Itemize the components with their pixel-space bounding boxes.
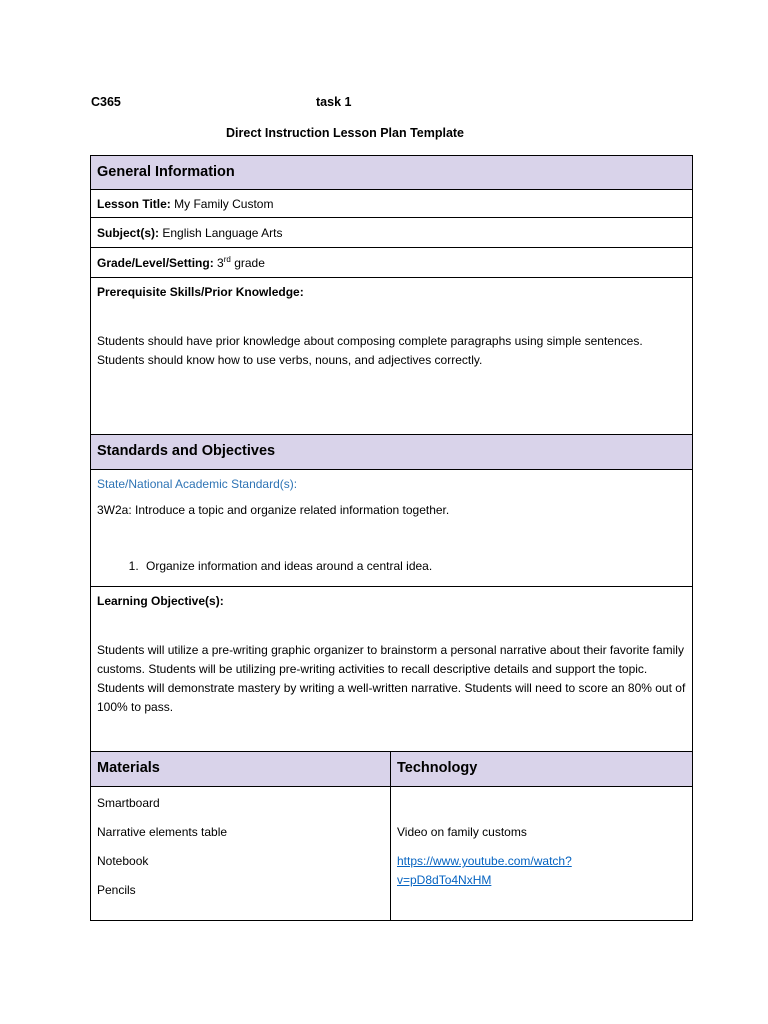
technology-header — [391, 752, 693, 787]
materials-header — [91, 752, 391, 787]
list-item: Notebook — [97, 854, 149, 868]
lesson-title-label: Lesson Title: — [97, 196, 171, 211]
document-title: Direct Instruction Lesson Plan Template — [226, 126, 465, 140]
list-item: 1. Organize information and ideas around a central idea. — [142, 557, 686, 576]
materials-cell — [91, 787, 391, 921]
grade-row — [91, 248, 693, 278]
grade-value-suffix: rd — [223, 255, 231, 264]
subjects-label: Subject(s): — [97, 225, 160, 240]
task-label: task 1 — [316, 95, 352, 109]
list-item: Smartboard — [97, 796, 160, 810]
technology-heading: Technology — [397, 760, 478, 776]
standards-list — [97, 557, 686, 576]
grade-value-number: 3 — [217, 256, 224, 270]
lesson-plan-table — [90, 155, 693, 921]
subjects-row — [91, 218, 693, 248]
technology-cell — [391, 787, 693, 921]
general-information-header — [91, 156, 693, 190]
learning-objectives-cell — [91, 587, 693, 752]
learning-objectives-label: Learning Objective(s): — [97, 594, 224, 608]
lesson-title-value: My Family Custom — [174, 196, 274, 211]
learning-objectives-text: Students will utilize a pre-writing graphic organizer to brainstorm a personal narrative about their favorite family customs. Students will be utilizing pre-writing activities to recall descriptive details and support the topic. Students will demonstrate mastery by writing a well-written narrative. Students will need to score an 80% out of 100% to pass. — [97, 643, 686, 714]
grade-label: Grade/Level/Setting: — [97, 256, 214, 270]
lesson-title-row — [91, 190, 693, 218]
youtube-link-line1: https://www.youtube.com/watch? — [397, 854, 572, 868]
subjects-value: English Language Arts — [162, 225, 283, 240]
standard-text: 3W2a: Introduce a topic and organize related information together. — [97, 503, 450, 517]
standard-label: State/National Academic Standard(s): — [97, 477, 298, 491]
standards-objectives-heading: Standards and Objectives — [97, 443, 276, 459]
standards-cell — [91, 470, 693, 587]
list-item: Pencils — [97, 883, 136, 897]
list-item: Narrative elements table — [97, 825, 228, 839]
materials-heading: Materials — [97, 760, 160, 776]
youtube-link[interactable] — [397, 854, 572, 887]
prerequisite-label: Prerequisite Skills/Prior Knowledge: — [97, 285, 304, 299]
grade-value-text: grade — [234, 256, 265, 270]
standards-objectives-header — [91, 435, 693, 470]
technology-video-text: Video on family customs — [397, 825, 527, 839]
course-code: C365 — [91, 95, 121, 109]
prerequisite-cell — [91, 278, 693, 435]
prerequisite-text: Students should have prior knowledge about composing complete paragraphs using simple sentences. Students should know how to use verbs, nouns, and adjectives correctly. — [97, 334, 643, 367]
general-information-heading: General Information — [97, 163, 235, 180]
youtube-link-line2: v=pD8dTo4NxHM — [397, 873, 492, 887]
